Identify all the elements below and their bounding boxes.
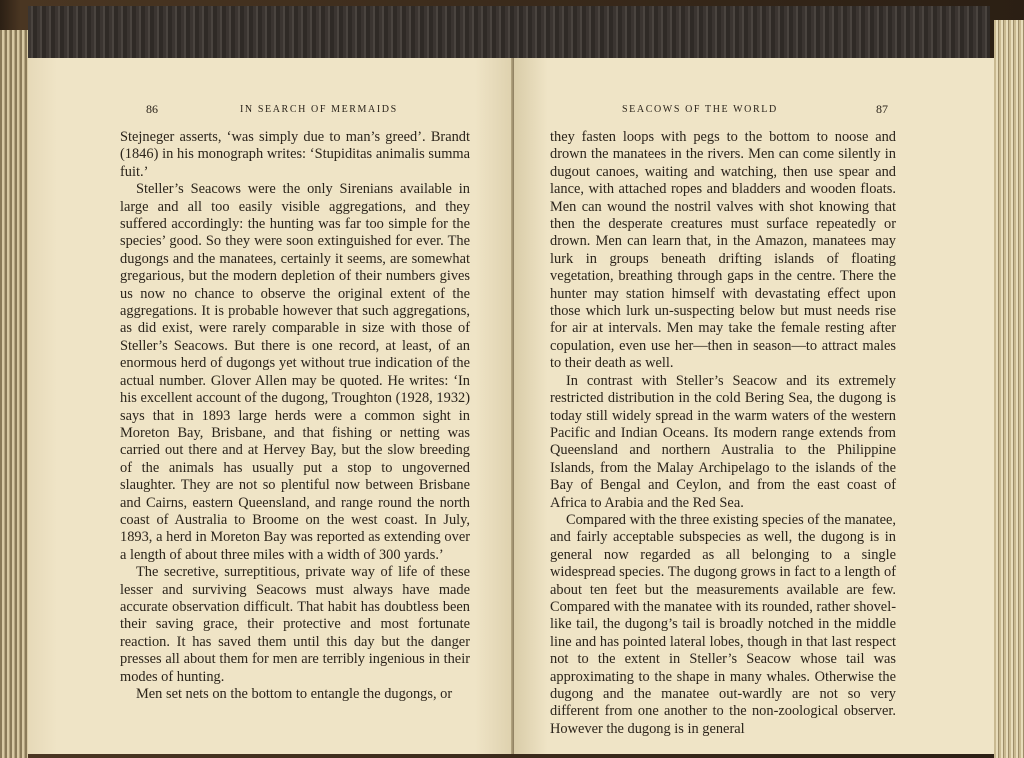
body-text (550, 129, 896, 738)
page-top-shadow (28, 6, 990, 60)
right-page-edges (994, 20, 1024, 758)
paragraph: Stejneger asserts, ‘was simply due to man’s greed’. Brandt (1846) in his monograph writes: ‘Stupiditas animalis summa fuit.’ (120, 129, 470, 180)
running-head: IN SEARCH OF MERMAIDS (240, 104, 398, 115)
paragraph: they fasten loops with pegs to the bottom to noose and drown the manatees in the rivers. Men can come silently in dugout canoes, waiting and watching, then use spear and lance, with attached ropes and bladders and wooden floats. Men can wound the nostril valves with shot knowing that then the desperate creatures must surface repeatedly or drown. Men can learn that, in the Amazon, manatees may lurk in groups beneath drifting islands of floating vegetation, breathing through gaps in the centre. There the hunter may station himself with devastating effect upon those which lurk un-suspecting below but must needs rise for air at intervals. Men may take the female resting after copulation, even use her—then in season—to attract males to their death as well. (550, 129, 896, 372)
paragraph: The secretive, surreptitious, private way of life of these lesser and surviving Seacows must always have made accurate observation difficult. That habit has doubtless been their saving grace, their protective and most fortunate reaction. It has saved them until this day but the danger presses all about them for men are terribly ingenious in their modes of hunting. (120, 564, 470, 685)
running-head: SEACOWS OF THE WORLD (622, 104, 778, 115)
left-page-edges (0, 30, 28, 758)
right-page (514, 58, 994, 754)
body-text (120, 129, 470, 703)
page-number: 86 (146, 102, 158, 116)
left-page (28, 58, 514, 754)
paragraph: In contrast with Steller’s Seacow and its extremely restricted distribution in the cold Bering Sea, the dugong is today still widely spread in the warm waters of the western Pacific and Indian Oceans. Its modern range extends from Queensland and northern Australia to the Philippine Islands, from the Malay Archipelago to the islands of the Bay of Bengal and Ceylon, and from the east coast of Africa to Arabia and the Red Sea. (550, 372, 896, 511)
paragraph: Compared with the three existing species of the manatee, and fairly acceptable subspecies as well, the dugong is in general now regarded as all belonging to a single widespread species. The dugong grows in fact to a length of about ten feet but the measurements available are few. Compared with the manatee with its rounded, rather shovel-like tail, the dugong’s tail is broadly notched in the middle line and has pointed lateral lobes, though in that last respect not to the extent in Steller’s Seacow whose tail was approximating to the shape in many whales. Otherwise the dugong and the manatee out-wardly are not so very different from one another to the non-zoological observer. However the dugong is in general (550, 511, 896, 737)
page-number: 87 (876, 102, 888, 116)
paragraph: Men set nets on the bottom to entangle the dugongs, or (136, 686, 453, 702)
paragraph: Steller’s Seacows were the only Sirenians available in large and all too easily visible aggregations, and they suffered accordingly: the hunting was far too simple for the species’ good. So they were soon extinguished for ever. The dugongs and the manatees, certainly it seems, are somewhat gregarious, but the modern depletion of their numbers gives us now no chance to observe the original extent of the aggregations. It is probable however that such aggregations, as did exist, were rarely comparable in size with those of Steller’s Seacows. But there is one record, at least, of an enormous herd of dugongs yet without true indication of the actual number. Glover Allen may be quoted. He writes: ‘In his excellent account of the dugong, Troughton (1928, 1932) says that in 1893 large herds were a common sight in Moreton Bay, Brisbane, and that fishing or netting was carried out there and at Hervey Bay, but the slow breeding of the animals has usually put a stop to ungoverned slaughter. They are not so plentiful now between Brisbane and Cairns, eastern Queensland, and range round the north coast of Australia to Broome on the west coast. In July, 1893, a herd in Moreton Bay was reported as extending over a length of about three miles with a width of 300 yards.’ (120, 181, 470, 563)
